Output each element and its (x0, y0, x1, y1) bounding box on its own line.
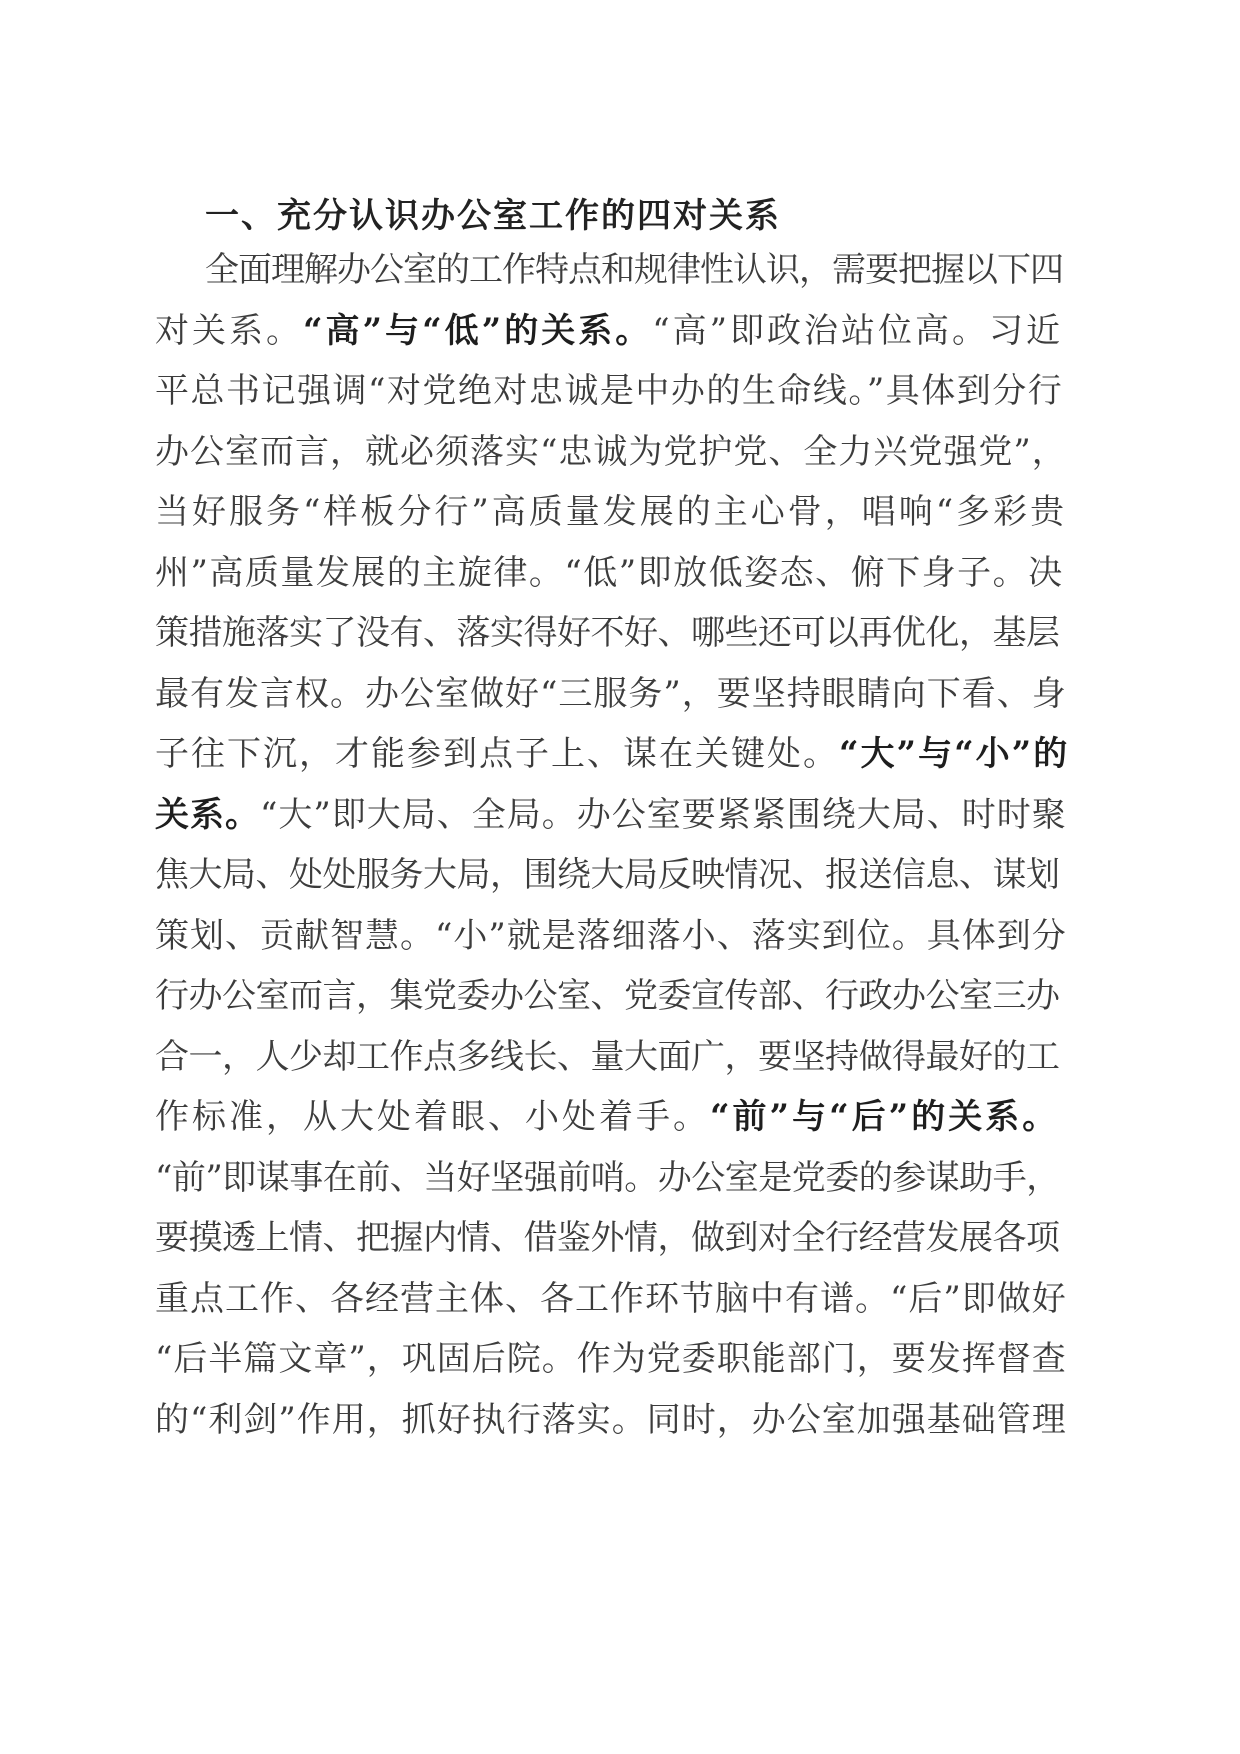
text-line (155, 855, 1060, 895)
bold-phrase: “前”与“后”的关系。 (710, 1097, 1060, 1137)
text-line (155, 371, 1063, 411)
text-run: 行办公室而言，集党委办公室、党委宣传部、行政办公室三办 (155, 976, 1060, 1016)
text-line (155, 1158, 1060, 1198)
text-line (155, 492, 1067, 532)
text-line (155, 553, 1064, 593)
text-run: 要摸透上情、把握内情、借鉴外情，做到对全行经营发展各项 (155, 1218, 1060, 1258)
text-run: 子往下沉，才能参到点子上、谋在关键处。 (155, 734, 839, 774)
text-run: 策划、贡献智慧。“小”就是落细落小、落实到位。具体到分 (155, 916, 1067, 956)
text-run: 重点工作、各经营主体、各工作环节脑中有谱。“后”即做好 (155, 1279, 1067, 1319)
text-line (155, 734, 1069, 774)
text-run: 合一，人少却工作点多线长、量大面广，要坚持做得最好的工 (155, 1037, 1060, 1077)
text-line (155, 916, 1067, 956)
text-run: “高”即政治站位高。习近 (652, 311, 1063, 351)
text-run: “大”即大局、全局。办公室要紧紧围绕大局、时时聚 (260, 795, 1067, 835)
text-run: 平总书记强调“对党绝对忠诚是中办的生命线。”具体到分行 (155, 371, 1064, 411)
text-line (155, 1339, 1067, 1379)
text-line (155, 1097, 1059, 1137)
text-run: 作标准，从大处着眼、小处着手。 (155, 1097, 710, 1137)
text-line (155, 1279, 1067, 1319)
text-run: 焦大局、处处服务大局，围绕大局反映情况、报送信息、谋划 (155, 855, 1060, 895)
text-run: 州”高质量发展的主旋律。“低”即放低姿态、俯下身子。决 (155, 553, 1064, 593)
text-run: 全面理解办公室的工作特点和规律性认识，需要把握以下四 (205, 250, 1063, 290)
text-run: 对关系。 (155, 311, 303, 351)
text-line (155, 311, 1063, 351)
text-line (155, 976, 1060, 1016)
text-run: 最有发言权。办公室做好“三服务”，要坚持眼睛向下看、身 (155, 674, 1067, 714)
bold-phrase: “大”与“小”的 (839, 734, 1070, 774)
text-line (155, 613, 1060, 653)
bold-phrase: “高”与“低”的关系。 (303, 311, 653, 351)
text-run: 办公室而言，就必须落实“忠诚为党护党、全力兴党强党”， (155, 432, 1067, 472)
text-line (155, 674, 1067, 714)
text-line (155, 1037, 1060, 1077)
section-heading: 一、充分认识办公室工作的四对关系 (205, 196, 781, 236)
bold-phrase: 关系。 (155, 795, 260, 835)
text-line (205, 250, 1063, 290)
text-run: 策措施落实了没有、落实得好不好、哪些还可以再优化，基层 (155, 613, 1060, 653)
text-line (155, 1400, 1067, 1440)
text-run: “后半篇文章”，巩固后院。作为党委职能部门，要发挥督查 (155, 1339, 1067, 1379)
text-line (155, 432, 1067, 472)
text-line (155, 795, 1067, 835)
text-run: 当好服务“样板分行”高质量发展的主心骨，唱响“多彩贵 (155, 492, 1068, 532)
text-run: “前”即谋事在前、当好坚强前哨。办公室是党委的参谋助手， (155, 1158, 1060, 1198)
text-run: 的“利剑”作用，抓好执行落实。同时，办公室加强基础管理 (155, 1400, 1067, 1440)
text-line (155, 1218, 1060, 1258)
